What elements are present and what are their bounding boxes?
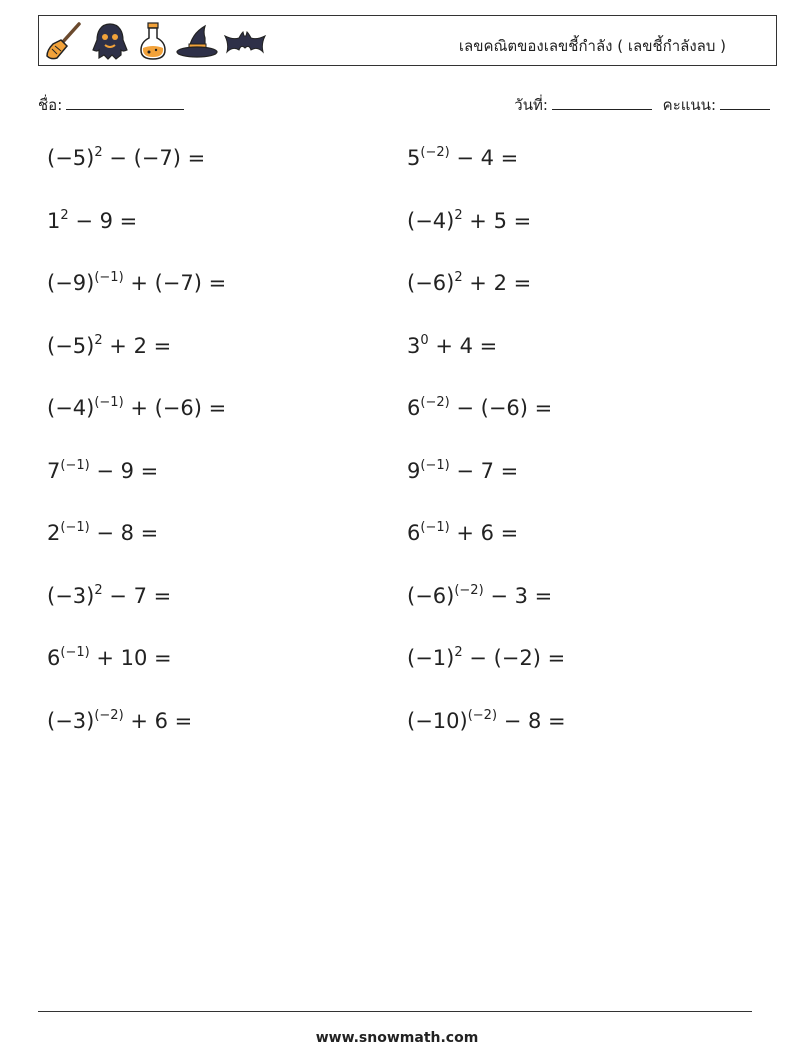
date-score-fields (514, 93, 770, 117)
problem-row (47, 271, 767, 334)
potion-icon (135, 20, 171, 62)
footer-divider (38, 1011, 752, 1012)
problem-row (47, 209, 767, 272)
header-icons (43, 20, 267, 62)
header-box (38, 15, 777, 66)
date-label: วันที่: (514, 96, 548, 114)
problem-item: $(-5)^2 - (-7)$ = (47, 145, 206, 170)
problem-row (47, 521, 767, 584)
problem-row (47, 396, 767, 459)
problem-item: $6^{(-1)} + 10$ = (47, 645, 172, 670)
problem-item: $(-10)^{(-2)} - 8$ = (407, 707, 566, 733)
score-blank[interactable] (720, 95, 770, 110)
problem-item: $(-3)^{(-2)} + 6$ = (47, 707, 193, 733)
problem-item: $(-6)^2 + 2$ = (407, 270, 532, 295)
problem-item: $6^{(-2)} - (-6)$ = (407, 395, 553, 420)
problem-item: $(-1)^2 - (-2)$ = (407, 645, 566, 670)
problem-item: $(-3)^2 - 7$ = (47, 582, 172, 608)
problem-item: $9^{(-1)} - 7$ = (407, 457, 519, 483)
problem-item: $2^{(-1)} - 8$ = (47, 520, 159, 545)
problem-row (47, 646, 767, 709)
name-field (38, 93, 184, 117)
problem-row (47, 709, 767, 772)
problem-item: $3^0 + 4$ = (407, 332, 498, 358)
problem-item: $(-4)^2 + 5$ = (407, 207, 532, 233)
bat-icon (223, 20, 267, 62)
date-blank[interactable] (552, 95, 652, 110)
footer-website[interactable]: www.snowmath.com (315, 1030, 479, 1046)
problem-item: $(-5)^2 + 2$ = (47, 332, 172, 358)
problem-item: $1^2 - 9$ = (47, 207, 138, 233)
problem-item: $7^{(-1)} - 9$ = (47, 457, 159, 483)
problem-row (47, 459, 767, 522)
broom-icon (43, 20, 85, 62)
name-blank[interactable] (66, 95, 184, 110)
problem-row (47, 146, 767, 209)
ghost-icon (89, 20, 131, 62)
score-label: คะแนน: (662, 96, 716, 114)
problem-row (47, 584, 767, 647)
problem-row (47, 334, 767, 397)
witch-hat-icon (175, 20, 219, 62)
problem-item: $6^{(-1)} + 6$ = (407, 520, 519, 545)
problem-item: $(-9)^{(-1)} + (-7)$ = (47, 270, 227, 295)
worksheet-title: เลขคณิตของเลขชี้กำลัง ( เลขชี้กำลังลบ ) (458, 37, 726, 55)
problem-grid (47, 146, 767, 771)
name-label: ชื่อ: (38, 96, 63, 114)
problem-item: $(-4)^{(-1)} + (-6)$ = (47, 395, 227, 420)
problem-item: $(-6)^{(-2)} - 3$ = (407, 582, 553, 608)
problem-item: $5^{(-2)} - 4$ = (407, 145, 519, 170)
